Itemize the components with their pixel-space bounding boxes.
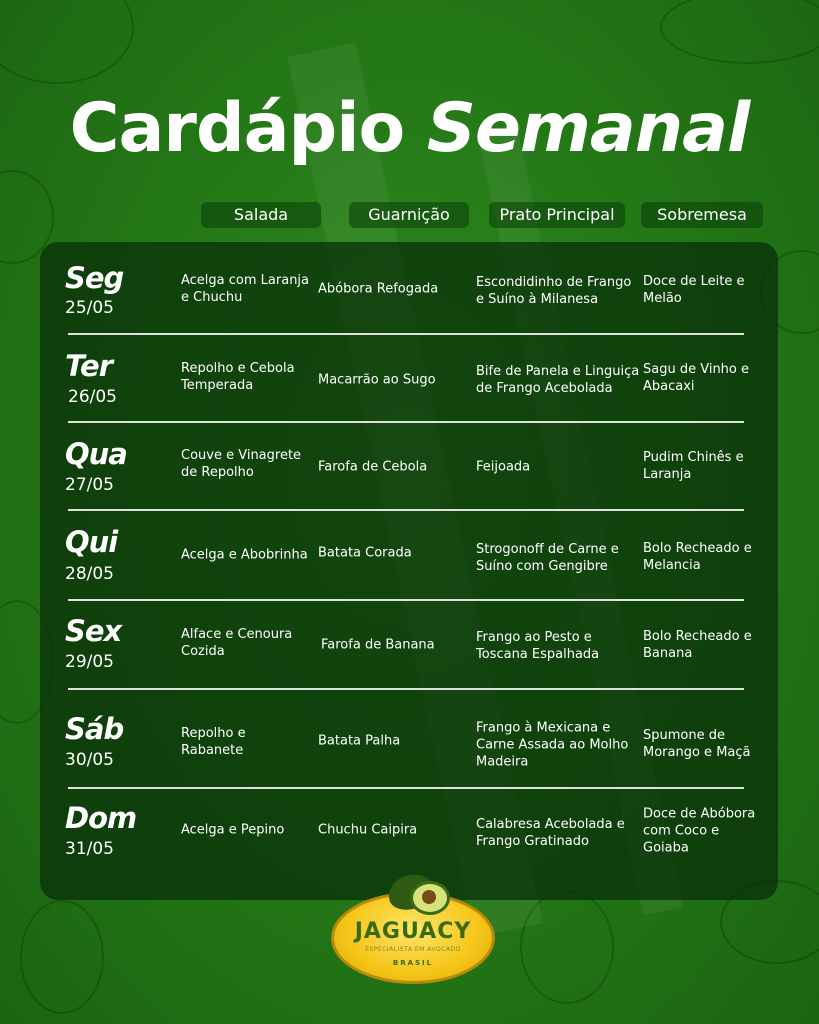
prato-cell: Bife de Panela e Linguiça de Frango Acebolada — [476, 364, 640, 396]
row-divider — [68, 509, 744, 511]
day-date: 29/05 — [65, 652, 114, 672]
day-date: 30/05 — [65, 750, 114, 770]
salada-cell: Alface e Cenoura Cozida — [181, 627, 293, 659]
day-date: 25/05 — [65, 298, 114, 318]
sobremesa-cell: Doce de Abóbora com Coco e Goiaba — [643, 806, 756, 856]
column-header-salada: Salada — [201, 202, 321, 228]
day-date: 28/05 — [65, 564, 114, 584]
day-name: Ter — [65, 349, 113, 383]
sobremesa-cell: Doce de Leite e Melão — [643, 274, 745, 306]
prato-cell: Feijoada — [476, 459, 531, 475]
sobremesa-cell: Bolo Recheado e Banana — [643, 629, 752, 661]
prato-cell: Frango à Mexicana e Carne Assada ao Molho Madeira — [476, 720, 629, 770]
menu-panel — [40, 242, 778, 900]
salada-cell: Acelga e Abobrinha — [181, 547, 308, 563]
sobremesa-cell: Bolo Recheado e Melancia — [643, 541, 752, 573]
salada-cell: Repolho e Cebola Temperada — [181, 361, 295, 393]
row-divider — [68, 599, 744, 601]
salada-cell: Couve e Vinagrete de Repolho — [181, 448, 302, 480]
background-doodle — [0, 0, 134, 84]
column-header-guarnicao: Guarnição — [349, 202, 469, 228]
day-name: Qua — [65, 437, 127, 471]
sobremesa-cell: Spumone de Morango e Maçã — [643, 728, 751, 760]
background-doodle — [660, 0, 819, 64]
day-name: Qui — [65, 525, 118, 559]
prato-cell: Calabresa Acebolada e Frango Gratinado — [476, 817, 625, 849]
page-title — [0, 89, 819, 168]
column-header-prato-principal: Prato Principal — [489, 202, 625, 228]
day-date: 26/05 — [68, 387, 117, 407]
prato-cell: Strogonoff de Carne e Suíno com Gengibre — [476, 542, 619, 574]
row-divider — [68, 333, 744, 335]
title-regular: Cardápio — [69, 89, 405, 168]
guarnicao-cell: Batata Corada — [318, 545, 412, 561]
day-name: Dom — [65, 801, 137, 835]
guarnicao-cell: Chuchu Caipira — [318, 822, 418, 838]
prato-cell: Escondidinho de Frango e Suíno à Milanesa — [476, 275, 632, 307]
column-header-sobremesa: Sobremesa — [641, 202, 763, 228]
sobremesa-cell: Sagu de Vinho e Abacaxi — [643, 362, 750, 394]
guarnicao-cell: Farofa de Banana — [321, 637, 435, 653]
guarnicao-cell: Farofa de Cebola — [318, 459, 428, 475]
salada-cell: Acelga e Pepino — [181, 822, 285, 838]
sobremesa-cell: Pudim Chinês e Laranja — [643, 450, 744, 482]
row-divider — [68, 787, 744, 789]
logo-tagline: ESPECIALISTA EM AVOCADO — [365, 946, 461, 953]
salada-cell: Repolho e Rabanete — [181, 726, 246, 758]
day-name: Sex — [65, 614, 122, 648]
logo-brand: JAGUACY — [354, 919, 472, 944]
logo-country: BRASIL — [392, 959, 434, 967]
title-italic: Semanal — [426, 89, 750, 168]
salada-cell: Acelga com Laranja e Chuchu — [181, 273, 310, 305]
row-divider — [68, 421, 744, 423]
guarnicao-cell: Macarrão ao Sugo — [318, 372, 436, 388]
prato-cell: Frango ao Pesto e Toscana Espalhada — [476, 630, 600, 662]
guarnicao-cell: Abóbora Refogada — [318, 281, 439, 297]
day-date: 31/05 — [65, 839, 114, 859]
guarnicao-cell: Batata Palha — [318, 733, 401, 749]
row-divider — [68, 688, 744, 690]
day-name: Sáb — [65, 712, 124, 746]
avocado-half-icon — [410, 881, 450, 915]
day-date: 27/05 — [65, 475, 114, 495]
jaguacy-logo — [331, 892, 495, 984]
day-name: Seg — [65, 261, 124, 295]
background-doodle — [20, 900, 104, 1014]
